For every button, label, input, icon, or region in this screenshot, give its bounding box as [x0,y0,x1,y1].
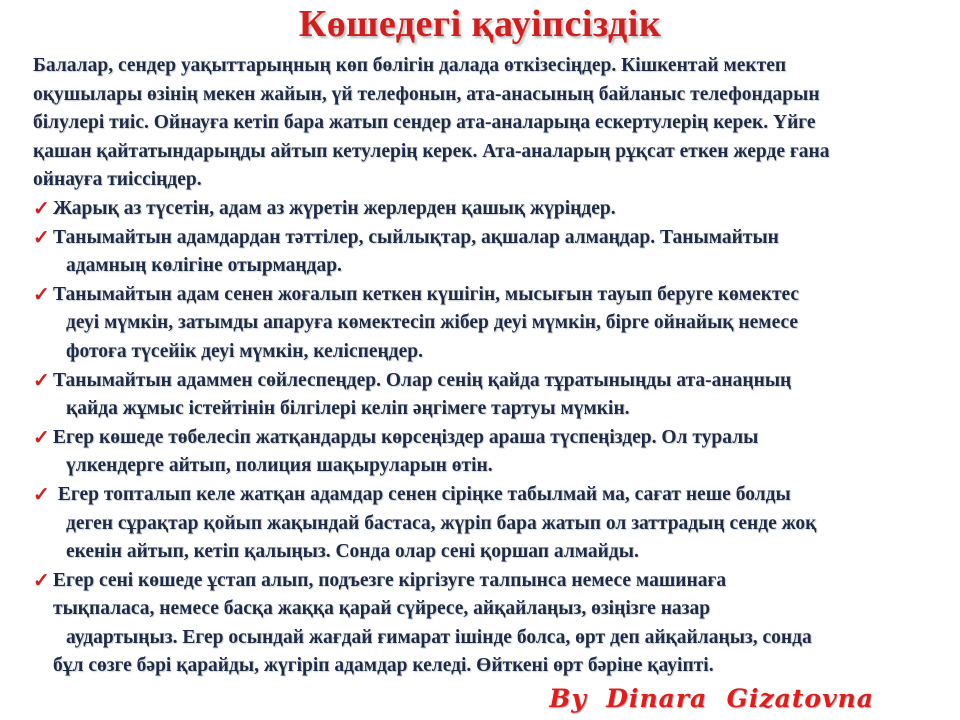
page-title: Көшедегі қауіпсіздік [298,3,662,45]
checkmark-icon: ✓ [33,197,50,220]
intro-line: білулері тиіс. Ойнауға кетіп бара жатып сендер ата-аналарыңа ескертулерің керек. Үйге [33,112,816,134]
intro-line: оқушылары өзінің мекен жайын, үй телефонын, ата-анасының байланыс телефондарын [33,83,820,105]
item-line: Егер сені көшеде ұстап алып, подъезге кіргізуге талпынса немесе машинаға [53,569,727,591]
list-item [33,367,953,424]
item-line: деуі мүмкін, затымды апаруға көмектесіп жібер деуі мүмкін, бірге ойнайық немесе [66,312,799,334]
item-line: екенін айтып, кетіп қалыңыз. Сонда олар сені қоршап алмайды. [66,541,639,563]
item-line: аудартыңыз. Егер осындай жағдай ғимарат ішінде болса, өрт деп айқайлаңыз, сонда [66,626,812,648]
list-item [33,281,953,367]
list-item [33,567,953,681]
checkmark-icon: ✓ [33,283,50,306]
safety-rules-list [33,195,953,681]
checkmark-icon: ✓ [33,369,50,392]
item-line: Танымайтын адаммен сөйлеспеңдер. Олар сенің қайда тұратыныңды ата-анаңның [53,369,792,391]
item-line: адамның көлігіне отырмаңдар. [66,255,342,277]
item-line: фотоға түсейік деуі мүмкін, келіспеңдер. [66,340,423,362]
checkmark-icon: ✓ [33,483,50,506]
item-line: үлкендерге айтып, полиция шақыруларын өтін. [66,455,493,477]
item-line: Егер топталып келе жатқан адамдар сенен сіріңке табылмай ма, сағат неше болды [53,483,791,505]
list-item [33,195,953,224]
author-signature: By Dinara Gizatovna [549,684,874,713]
item-line: тықпаласа, немесе басқа жаққа қарай сүйресе, айқайлаңыз, өзіңізге назар [53,598,711,620]
item-line: деген сұрақтар қойып жақындай бастаса, жүріп бара жатып ол заттрадың сенде жоқ [66,512,817,534]
checkmark-icon: ✓ [33,426,50,449]
intro-paragraph [33,52,953,195]
item-line: Егер көшеде төбелесіп жатқандарды көрсеңіздер араша түспеңіздер. Ол туралы [53,426,759,448]
intro-line: қашан қайтатындарыңды айтып кетулерің керек. Ата-аналарың рұқсат еткен жерде ғана [33,140,830,162]
item-line: қайда жұмыс істейтінін білгілері келіп әңгімеге тартуы мүмкін. [66,398,630,420]
checkmark-icon: ✓ [33,226,50,249]
list-item [33,224,953,281]
item-line: бұл сөзге бәрі қарайды, жүгіріп адамдар келеді. Өйткені өрт бәріне қауіпті. [53,655,714,677]
document-body [33,52,953,681]
list-item [33,481,953,567]
list-item [33,424,953,481]
intro-line: Балалар, сендер уақыттарыңның көп бөлігін далада өткізесіңдер. Кішкентай мектеп [33,55,787,76]
checkmark-icon: ✓ [33,569,50,592]
item-line: Танымайтын адам сенен жоғалып кеткен күшігін, мысығын тауып беруге көмектес [53,283,800,305]
item-line: Танымайтын адамдардан тәттілер, сыйлықтар, ақшалар алмаңдар. Танымайтын [53,226,779,248]
intro-line: ойнауға тиіссіңдер. [33,169,202,191]
item-line: Жарық аз түсетін, адам аз жүретін жерлерден қашық жүріңдер. [53,197,616,219]
